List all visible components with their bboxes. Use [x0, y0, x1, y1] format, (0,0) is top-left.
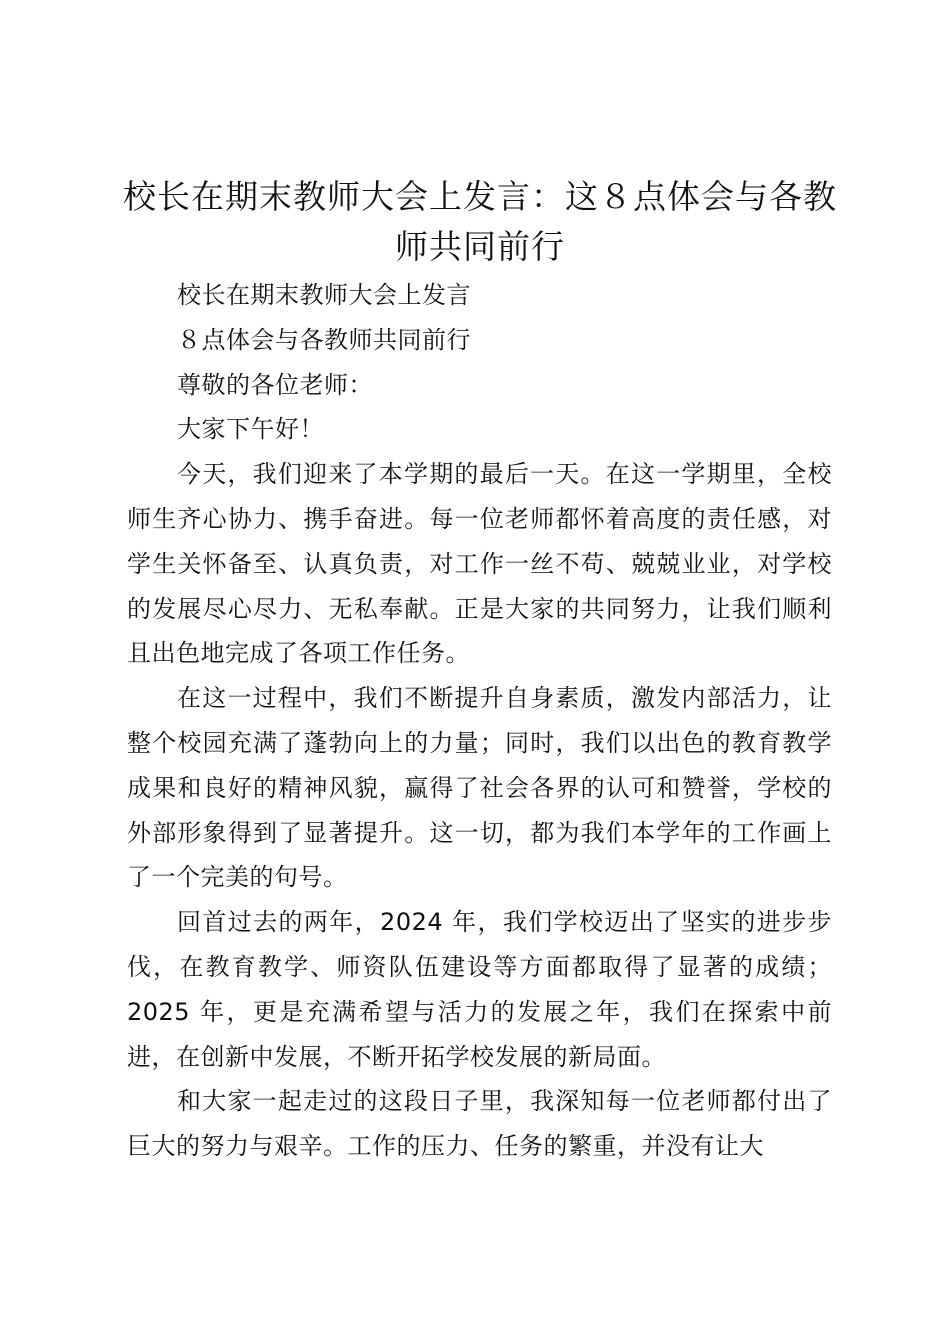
document-title: 校长在期末教师大会上发言：这８点体会与各教师共同前行 [123, 177, 837, 266]
paragraph-salutation: 尊敬的各位老师： [177, 370, 373, 399]
paragraph-greeting: 大家下午好！ [177, 415, 324, 444]
paragraph-body: 回首过去的两年，2024 年，我们学校迈出了坚实的进步步伐，在教育教学、师资队伍建设等方面都取得了显著的成绩；2025 年，更是充满希望与活力的发展之年，我们在探索中前进，在创新中发展，不断开拓学校发展的新局面。 [127, 908, 832, 1071]
paragraph-body: 和大家一起走过的这段日子里，我深知每一位老师都付出了巨大的努力与艰辛。工作的压力、任务的繁重，并没有让大 [127, 1087, 832, 1161]
paragraph-body: 今天，我们迎来了本学期的最后一天。在这一学期里，全校师生齐心协力、携手奋进。每一位老师都怀着高度的责任感，对学生关怀备至、认真负责，对工作一丝不苟、兢兢业业，对学校的发展尽心尽力、无私奉献。正是大家的共同努力，让我们顺利且出色地完成了各项工作任务。 [127, 460, 832, 668]
paragraph-subtitle-2: ８点体会与各教师共同前行 [177, 325, 471, 354]
document-body [127, 273, 832, 1169]
paragraph-body: 在这一过程中，我们不断提升自身素质，激发内部活力，让整个校园充满了蓬勃向上的力量；同时，我们以出色的教育教学成果和良好的精神风貌，赢得了社会各界的认可和赞誉，学校的外部形象得到了显著提升。这一切，都为我们本学年的工作画上了一个完美的句号。 [127, 684, 832, 892]
paragraph-subtitle-1: 校长在期末教师大会上发言 [177, 281, 471, 309]
